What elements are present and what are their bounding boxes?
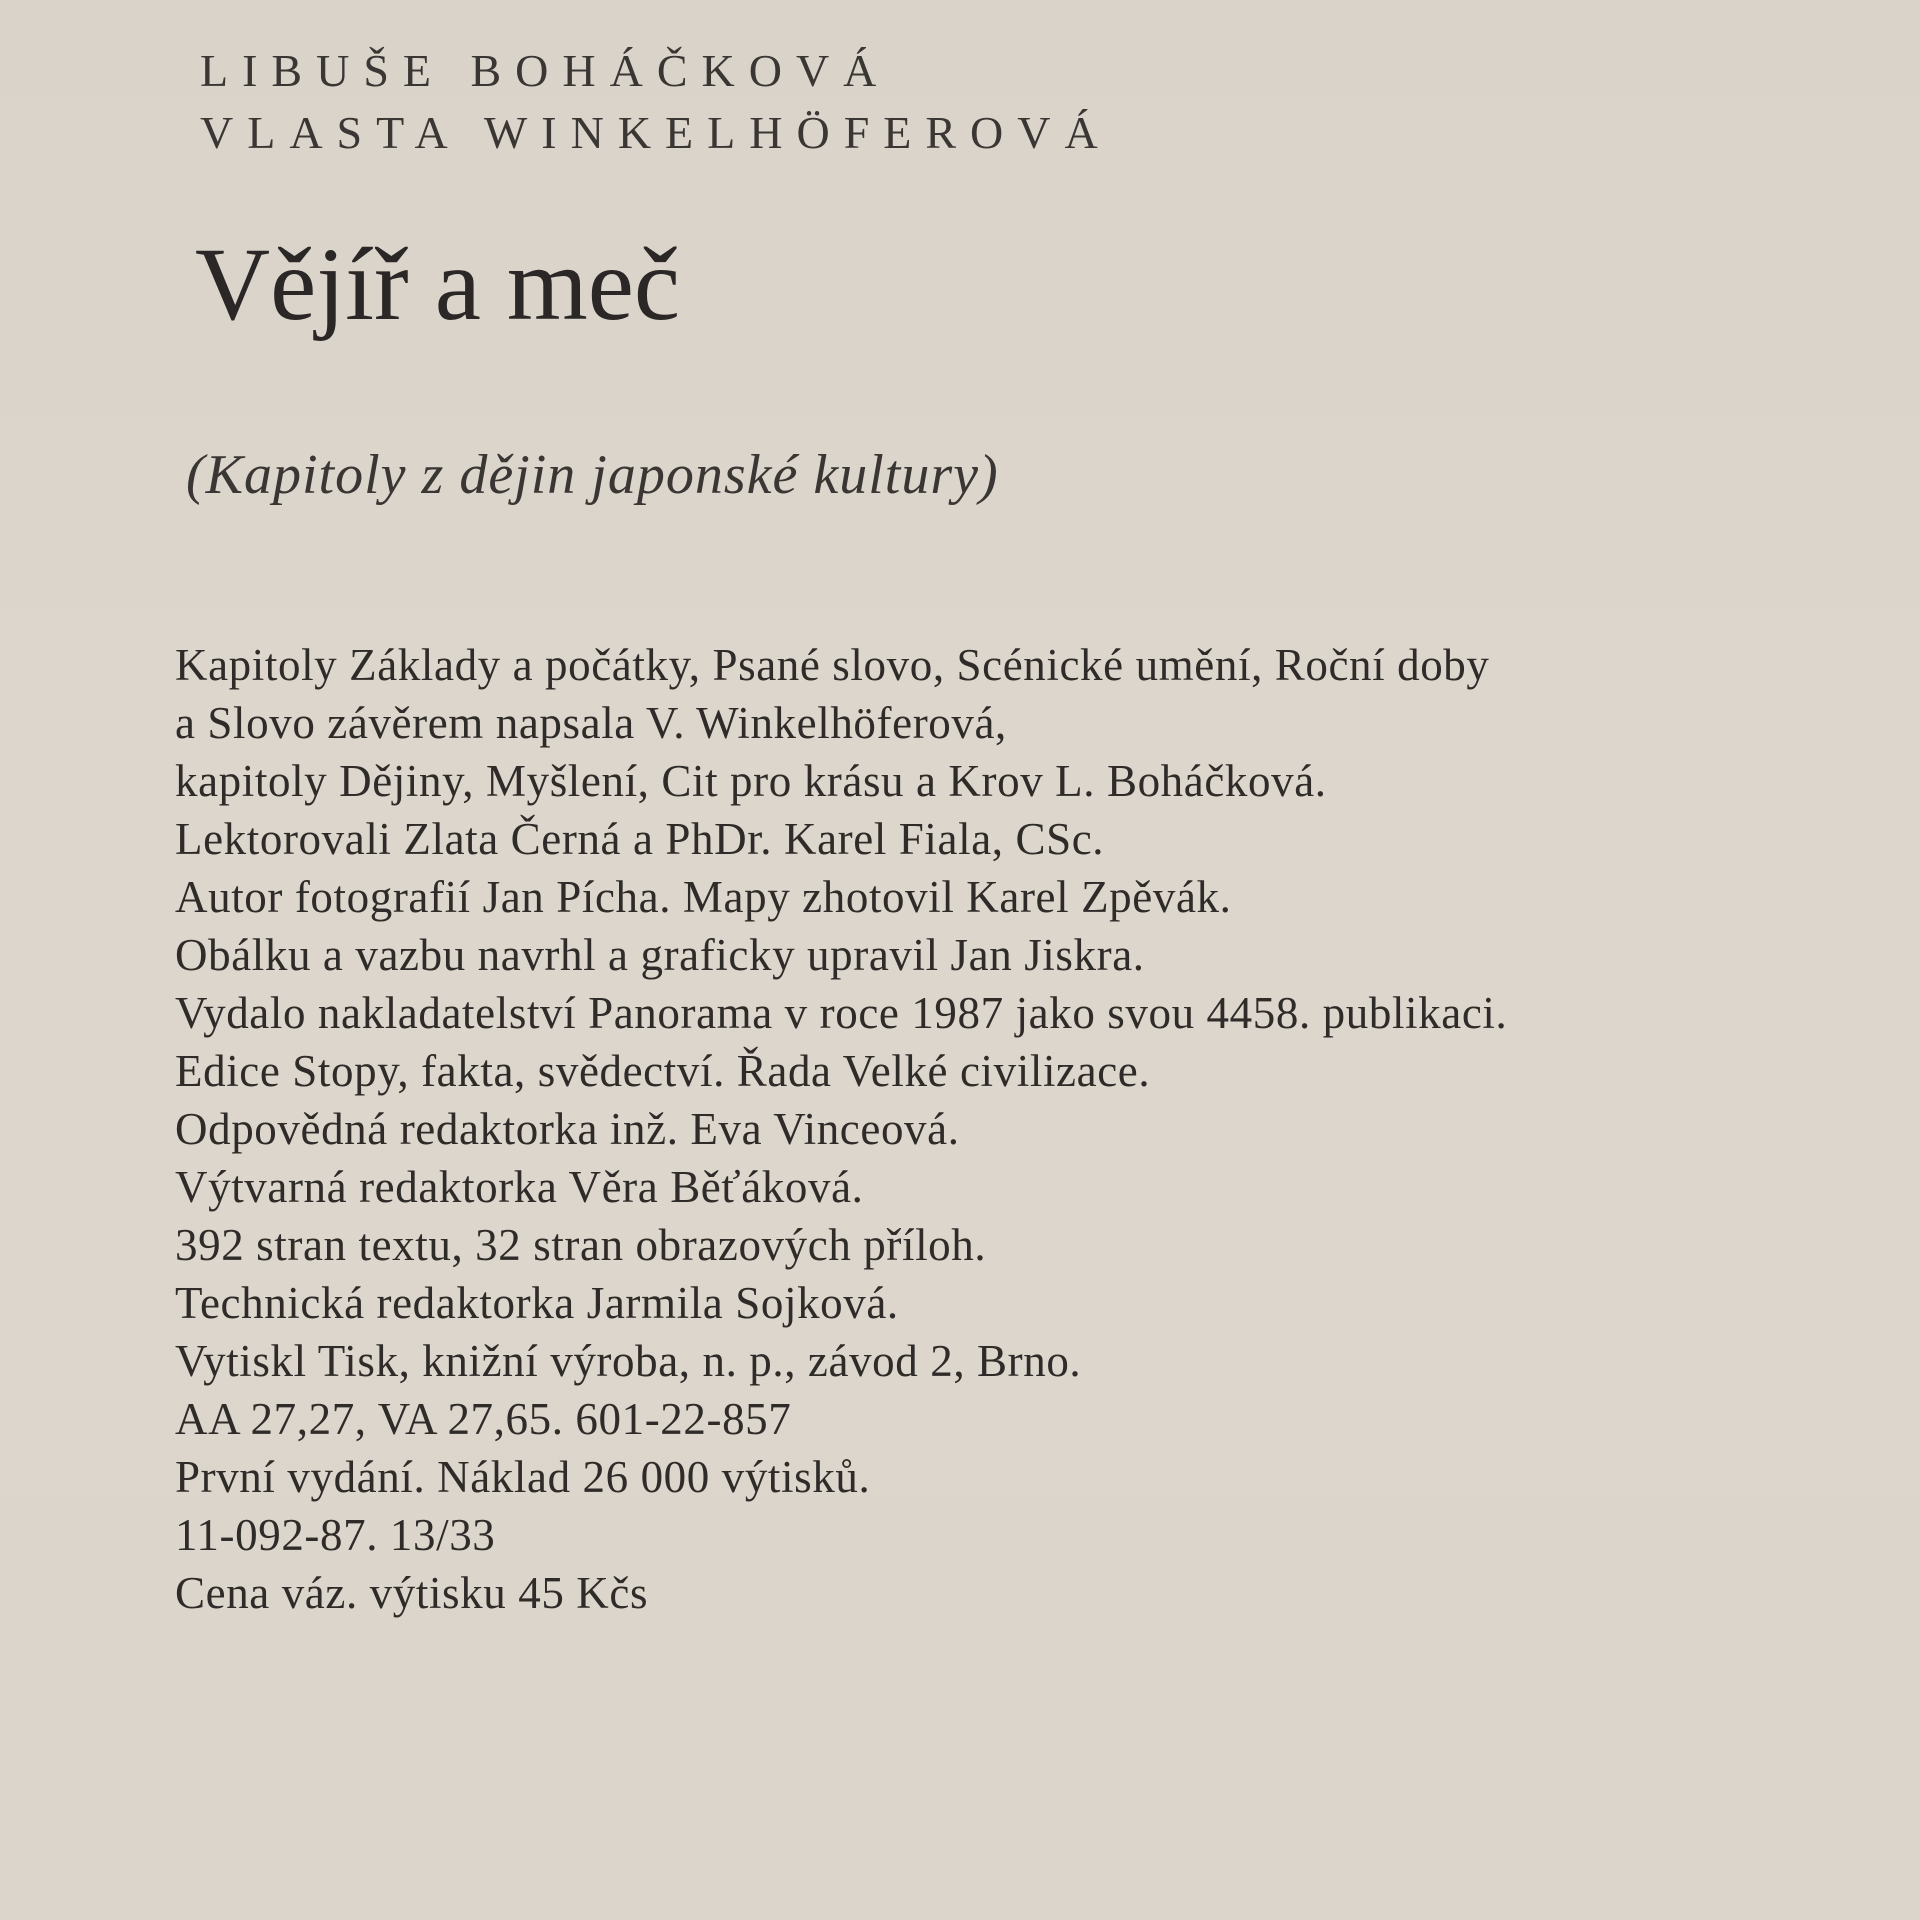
colophon-line: a Slovo závěrem napsala V. Winkelhöferová, <box>175 698 1007 748</box>
colophon-line: Výtvarná redaktorka Věra Běťáková. <box>175 1162 864 1212</box>
book-subtitle: (Kapitoly z dějin japonské kultury) <box>186 444 999 506</box>
colophon-line: kapitoly Dějiny, Myšlení, Cit pro krásu a Krov L. Boháčková. <box>175 756 1327 806</box>
colophon-line: Obálku a vazbu navrhl a graficky upravil Jan Jiskra. <box>175 930 1145 980</box>
author-name: LIBUŠE BOHÁČKOVÁ <box>200 45 891 96</box>
author-names <box>200 40 1112 164</box>
author-name: VLASTA WINKELHÖFEROVÁ <box>200 107 1112 158</box>
colophon-line: Vytiskl Tisk, knižní výroba, n. p., závod 2, Brno. <box>175 1336 1082 1386</box>
colophon-line: Edice Stopy, fakta, svědectví. Řada Velké civilizace. <box>175 1046 1151 1096</box>
book-title: Vějíř a meč <box>195 227 681 342</box>
colophon-line: AA 27,27, VA 27,65. 601-22-857 <box>175 1394 792 1444</box>
colophon-line: 392 stran textu, 32 stran obrazových příloh. <box>175 1220 987 1270</box>
colophon-line: Autor fotografií Jan Pícha. Mapy zhotovil Karel Zpěvák. <box>175 872 1232 922</box>
colophon-line: Cena váz. výtisku 45 Kčs <box>175 1568 649 1618</box>
colophon-line: Vydalo nakladatelství Panorama v roce 1987 jako svou 4458. publikaci. <box>175 988 1508 1038</box>
colophon-line: Kapitoly Základy a počátky, Psané slovo, Scénické umění, Roční doby <box>175 640 1490 690</box>
colophon-line: Technická redaktorka Jarmila Sojková. <box>175 1278 899 1328</box>
colophon-line: Lektorovali Zlata Černá a PhDr. Karel Fiala, CSc. <box>175 814 1105 864</box>
colophon-line: 11-092-87. 13/33 <box>175 1510 496 1560</box>
colophon-line: Odpovědná redaktorka inž. Eva Vinceová. <box>175 1104 960 1154</box>
colophon <box>175 636 1895 1622</box>
colophon-line: První vydání. Náklad 26 000 výtisků. <box>175 1452 871 1502</box>
